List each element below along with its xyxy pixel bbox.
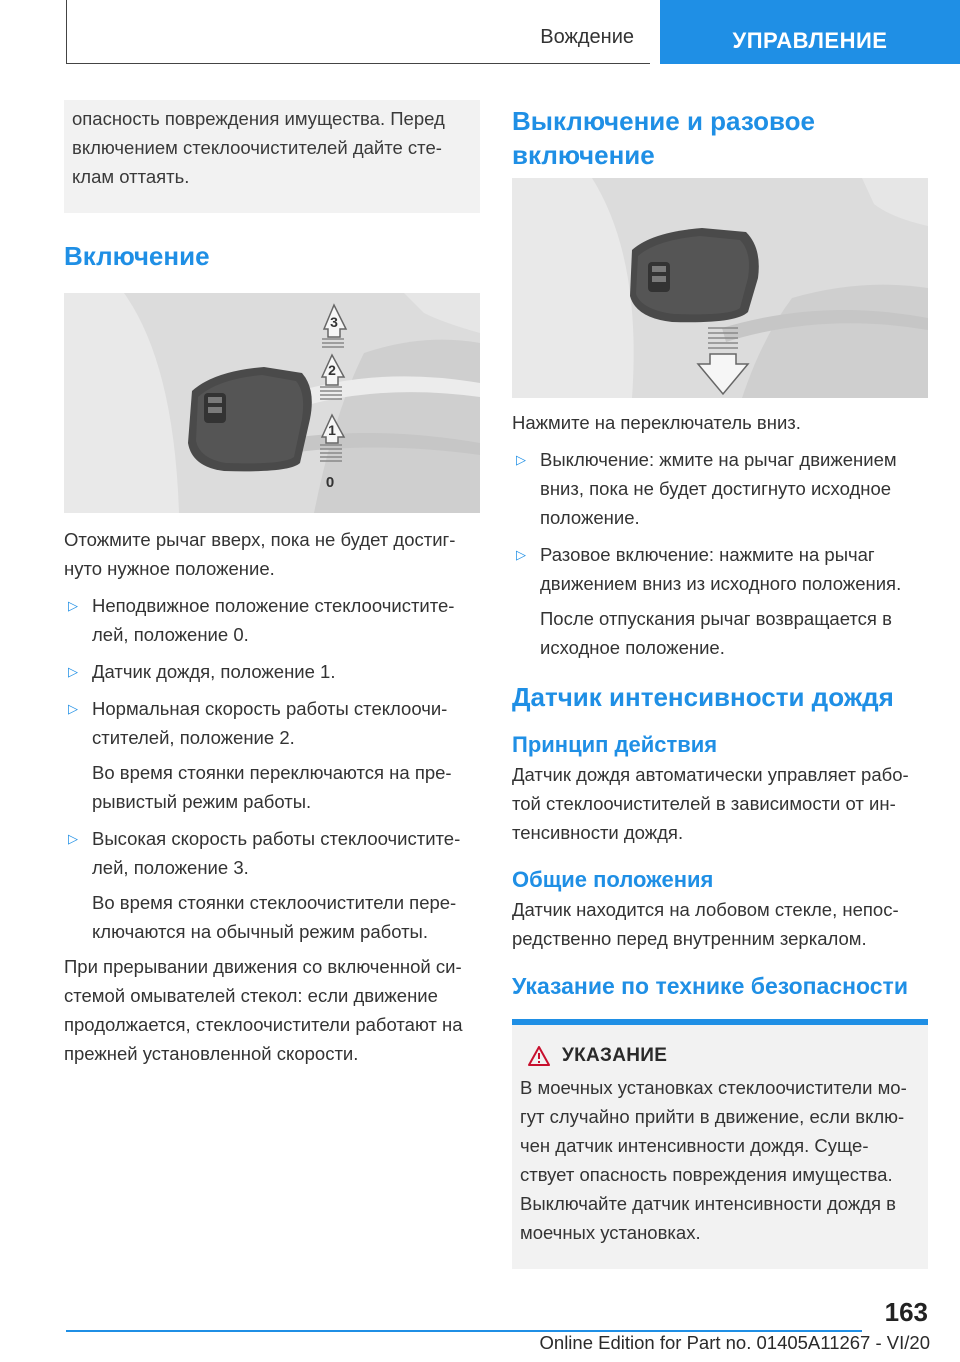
position-label-3: 3: [330, 314, 338, 330]
lever-positions-drawing: [64, 293, 480, 513]
wiper-lever-up-illustration: [64, 293, 480, 513]
subheading-safety: Указание по технике безопасности: [512, 973, 908, 999]
triangle-right-icon: ▷: [68, 831, 78, 846]
list-item: ▷ Выключение: жмите на рычаг движением вниз, пока не будет достигнуто исходное положение.: [512, 445, 928, 532]
carry-line: опасность повреждения имущества. Перед: [72, 108, 445, 129]
intro-line: нуто нужное положение.: [64, 558, 275, 579]
list-item: ▷ Неподвижное положение стеклоочистите- лей, положение 0.: [64, 591, 480, 649]
warning-triangle-icon: [528, 1046, 550, 1066]
warning-title: УКАЗАНИЕ: [562, 1045, 668, 1066]
position-label-1: 1: [328, 422, 336, 438]
warning-box: УКАЗАНИЕ В моечных установках стеклоочистители мо- гут случайно прийти в движение, если вклю- чен датчик интенсивности дождя. Суще- ствует опасность повреждения имущества. Выключайте датчик интенсивности дождя в моечных установках.: [512, 1025, 928, 1269]
right-column: [512, 104, 928, 1269]
lever-down-drawing: [512, 178, 928, 398]
continued-caution-box: [64, 100, 480, 213]
footer-edition: Online Edition for Part no. 01405A11267 - VI/20: [539, 1332, 930, 1353]
list-item-note: Во время стоянки переключаются на пре- рывистый режим работы.: [92, 762, 452, 812]
principle-paragraph: Датчик дождя автоматически управляет рабо- той стеклоочистителей в зависимости от ин- тенсивности дождя.: [512, 764, 909, 843]
triangle-right-icon: ▷: [516, 547, 526, 562]
carry-line: клам оттаять.: [72, 166, 190, 187]
off-list: [512, 445, 928, 662]
header-section-box: [66, 0, 650, 64]
page-number: 163: [884, 1297, 928, 1327]
carry-line: включением стеклоочистителей дайте сте-: [72, 137, 442, 158]
triangle-right-icon: ▷: [68, 701, 78, 716]
list-item: ▷ Датчик дождя, положение 1.: [64, 657, 480, 686]
subheading-principle: Принцип действия: [512, 732, 718, 757]
position-label-0: 0: [325, 474, 335, 491]
position-label-2: 2: [328, 362, 336, 378]
list-item-note: Во время стоянки стеклоочистители пере- ключаются на обычный режим работы.: [92, 892, 457, 942]
list-item-note: После отпускания рычаг возвращается в исходное положение.: [540, 608, 892, 658]
section-heading-switch-off: Выключение и разовое включение: [512, 106, 815, 170]
header-section-title: Вождение: [540, 26, 634, 48]
wiper-lever-down-illustration: [512, 178, 928, 398]
outro-paragraph: При прерывании движения со включенной си- стемой омывателей стекол: если движение продолжается, стеклоочистители работают на прежней установленной скорости.: [64, 956, 463, 1064]
list-item: ▷ Высокая скорость работы стеклоочистите- лей, положение 3.: [64, 824, 480, 882]
triangle-right-icon: ▷: [68, 598, 78, 613]
warning-title-row: [520, 1045, 916, 1067]
header-chapter-tab[interactable]: УПРАВЛЕНИЕ: [660, 0, 960, 64]
general-paragraph: Датчик находится на лобовом стекле, непос- редственно перед внутренним зеркалом.: [512, 899, 899, 949]
position-list: [64, 591, 480, 946]
list-item: ▷ Нормальная скорость работы стеклоочи- стителей, положение 2.: [64, 694, 480, 752]
left-column: [64, 100, 480, 1068]
triangle-right-icon: ▷: [68, 664, 78, 679]
list-item: ▷ Разовое включение: нажмите на рычаг движением вниз из исходного положения.: [512, 540, 928, 598]
section-heading-rain-sensor: Датчик интенсивности дождя: [512, 682, 894, 712]
triangle-right-icon: ▷: [516, 452, 526, 467]
press-down-instruction: Нажмите на переключатель вниз.: [512, 412, 801, 433]
section-heading-switch-on: Включение: [64, 241, 210, 271]
intro-line: Отожмите рычаг вверх, пока не будет достиг-: [64, 529, 456, 550]
subheading-general: Общие положения: [512, 867, 714, 892]
